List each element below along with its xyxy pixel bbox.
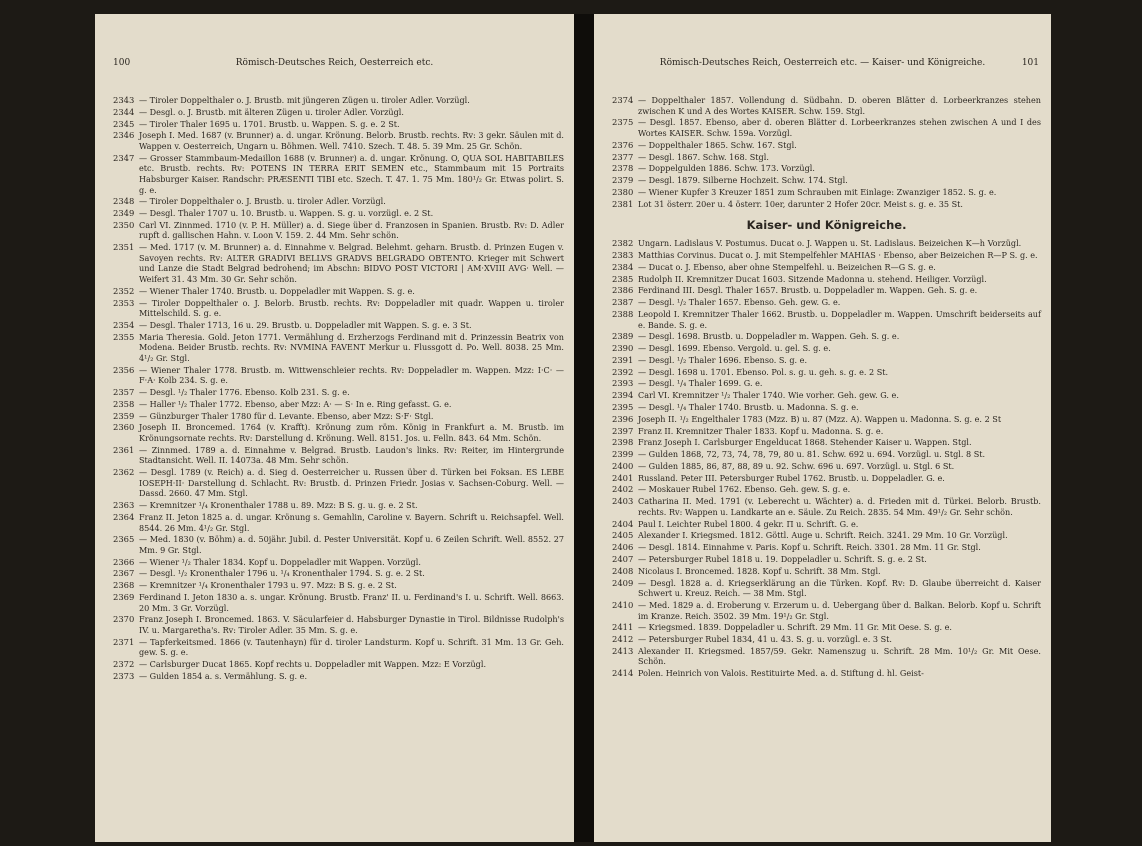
catalog-entry xyxy=(612,163,1041,174)
catalog-entry xyxy=(612,634,1041,645)
lot-number: 2405 xyxy=(612,530,634,541)
lot-number: 2353 xyxy=(113,297,135,308)
lot-description: — Desgl. 1789 (v. Reich) a. d. Sieg d. Oesterreicher u. Russen über d. Türken bei Foksan. ES LEBE IOSEPH·II· Darstellung d. Schlacht. Rv: Brustb. d. Prinzen Friedr. Josias v. Sachsen-Coburg. Well. — Dassd. 2660. 47 Mm. Stgl. xyxy=(139,467,564,499)
lot-description: Franz Joseph I. Broncemed. 1863. V. Säcularfeier d. Habsburger Dynastie in Tirol. Bildnisse Rudolph's IV. u. Margaretha's. Rv: Tiroler Adler. 35 Mm. S. g. e. xyxy=(139,614,564,635)
lot-number: 2392 xyxy=(612,366,634,377)
lot-number: 2343 xyxy=(113,95,135,105)
lot-description: — Desgl. 1857. Ebenso, aber d. oberen Blätter d. Lorbeerkranzes stehen zwischen A und I des Wortes KAISER. Schw. 159a. Vorzügl. xyxy=(638,117,1041,138)
lot-number: 2362 xyxy=(113,467,135,478)
lot-description: Franz Joseph I. Carlsburger Engelducat 1868. Stehender Kaiser u. Wappen. Stgl. xyxy=(638,437,972,448)
lot-number: 2401 xyxy=(612,472,634,483)
lot-number: 2381 xyxy=(612,198,634,209)
catalog-entry xyxy=(113,637,564,658)
lot-description: Leopold I. Kremnitzer Thaler 1662. Brustb. u. Doppeladler m. Wappen. Umschrift beiderseits auf e. Bande. S. g. e. xyxy=(638,308,1041,330)
lot-number: 2354 xyxy=(113,319,135,330)
catalog-entry xyxy=(612,187,1041,198)
lot-description: — Desgl. 1814. Einnahme v. Paris. Kopf u. Schrift. Reich. 3301. 28 Mm. 11 Gr. Stgl. xyxy=(638,542,981,553)
lot-description: — Desgl. 1698 u. 1701. Ebenso. Pol. s. g. u. geh. s. g. e. 2 St. xyxy=(638,366,889,377)
catalog-entry xyxy=(612,285,1041,296)
lot-description: — Desgl. 1698. Brustb. u. Doppeladler m. Wappen. Geh. S. g. e. xyxy=(638,331,900,342)
lot-number: 2399 xyxy=(612,449,634,460)
lot-number: 2398 xyxy=(612,437,634,448)
catalog-entry xyxy=(113,387,564,398)
lot-description: — Tapferkeitsmed. 1866 (v. Tautenhayn) für d. tiroler Landsturm. Kopf u. Schrift. 31 Mm. 13 Gr. Geh. gew. S. g. e. xyxy=(139,636,564,658)
catalog-entry xyxy=(113,242,564,284)
lot-number: 2364 xyxy=(113,511,135,522)
catalog-entry xyxy=(612,238,1041,249)
left-page xyxy=(95,14,574,842)
lot-description: Franz II. Jeton 1825 a. d. ungar. Krönung s. Gemahlin, Caroline v. Bayern. Schrift u. Reichsapfel. Well. 8544. 26 Mm. 4¹/₂ Gr. Stgl. xyxy=(139,511,564,533)
lot-number: 2385 xyxy=(612,273,634,284)
catalog-entry xyxy=(612,117,1041,138)
lot-description: Joseph I. Med. 1687 (v. Brunner) a. d. ungar. Krönung. Belorb. Brustb. rechts. Rv: 3 gekr. Säulen mit d. Wappen v. Oesterreich, Ungarn u. Böhmen. Well. 7410. Szech. T. 48. 5. 39 Mm. 25 Gr. Schön. xyxy=(139,130,564,151)
lot-description: Polen. Heinrich von Valois. Restituirte Med. a. d. Stiftung d. hl. Geist- xyxy=(638,668,924,679)
lot-description: — Doppelthaler 1865. Schw. 167. Stgl. xyxy=(638,139,797,150)
lot-description: — Desgl. 1699. Ebenso. Vergold. u. gel. S. g. e. xyxy=(638,343,831,354)
lot-description: — Desgl. 1879. Silberne Hochzeit. Schw. 174. Stgl. xyxy=(638,175,848,186)
lot-number: 2376 xyxy=(612,139,634,150)
lot-number: 2359 xyxy=(113,410,135,421)
lot-number: 2384 xyxy=(612,261,634,272)
lot-number: 2361 xyxy=(113,444,135,455)
lot-number: 2371 xyxy=(113,636,135,647)
catalog-entry xyxy=(612,426,1041,437)
catalog-entry xyxy=(612,473,1041,484)
book-gutter xyxy=(574,14,594,842)
catalog-entry xyxy=(612,484,1041,495)
lot-number: 2412 xyxy=(612,634,634,645)
catalog-entry xyxy=(113,365,564,386)
lot-description: Alexander I. Kriegsmed. 1812. Göttl. Auge u. Schrift. Reich. 3241. 29 Mm. 10 Gr. Vorzügl. xyxy=(638,530,1008,541)
right-entry-list xyxy=(612,95,1041,680)
lot-description: Franz II. Kremnitzer Thaler 1833. Kopf u. Madonna. S. g. e. xyxy=(638,425,884,436)
lot-description: — Desgl. ¹/₂ Thaler 1696. Ebenso. S. g. e. xyxy=(638,354,808,365)
lot-number: 2374 xyxy=(612,95,634,105)
lot-description: — Desgl. ¹/₂ Thaler 1776. Ebenso. Kolb 231. S. g. e. xyxy=(139,387,350,398)
lot-number: 2383 xyxy=(612,250,634,261)
lot-number: 2395 xyxy=(612,402,634,412)
lot-number: 2409 xyxy=(612,577,634,588)
lot-number: 2406 xyxy=(612,542,634,553)
lot-number: 2387 xyxy=(612,297,634,308)
lot-description: — Doppelgulden 1886. Schw. 173. Vorzügl. xyxy=(638,163,815,174)
entries-after-section xyxy=(612,238,1041,679)
catalog-entry xyxy=(612,95,1041,116)
lot-description: Joseph II. Broncemed. 1764 (v. Krafft). Krönung zum röm. König in Frankfurt a. M. Brustb. im Krönungsornate rechts. Rv: Darstellung d. Krönung. Well. 8151. Jos. u. Felln. 843. 64 Mm. Schön. xyxy=(139,422,564,443)
lot-number: 2346 xyxy=(113,130,135,141)
catalog-entry xyxy=(612,554,1041,565)
lot-description: — Med. 1830 (v. Böhm) a. d. 50jähr. Jubil. d. Pester Universität. Kopf u. 6 Zeilen Schrift. Well. 8552. 27 Mm. 9 Gr. Stgl. xyxy=(139,534,564,555)
lot-description: — Kremnitzer ¹/₄ Kronenthaler 1788 u. 89. Mzz: B S. g. u. g. e. 2 St. xyxy=(139,500,418,511)
lot-description: — Ducat o. J. Ebenso, aber ohne Stempelfehl. u. Beizeichen R—G S. g. e. xyxy=(638,261,936,272)
catalog-entry xyxy=(113,659,564,670)
running-title: Römisch-Deutsches Reich, Oesterreich etc. xyxy=(235,58,434,68)
lot-description: — Kremnitzer ¹/₄ Kronenthaler 1793 u. 97. Mzz: B S. g. e. 2 St. xyxy=(139,580,397,591)
lot-number: 2348 xyxy=(113,196,135,207)
catalog-entry xyxy=(113,119,564,130)
lot-description: — Moskauer Rubel 1762. Ebenso. Geh. gew. S. g. e. xyxy=(638,484,851,495)
catalog-entry xyxy=(612,355,1041,366)
catalog-entry xyxy=(113,286,564,297)
catalog-entry xyxy=(113,614,564,635)
catalog-entry xyxy=(612,414,1041,425)
catalog-entry xyxy=(612,274,1041,285)
catalog-entry xyxy=(113,107,564,118)
lot-description: — Tiroler Doppelthaler o. J. Brustb. u. tiroler Adler. Vorzügl. xyxy=(139,196,386,207)
catalog-entry xyxy=(612,402,1041,413)
catalog-entry xyxy=(113,671,564,682)
catalog-entry xyxy=(113,512,564,533)
lot-description: — Haller ¹/₂ Thaler 1772. Ebenso, aber Mzz: A· — S· In e. Ring gefasst. G. e. xyxy=(139,398,452,409)
catalog-entry xyxy=(612,343,1041,354)
lot-description: Catharina II. Med. 1791 (v. Leberecht u. Wächter) a. d. Frieden mit d. Türkei. Belorb. Brustb. rechts. Rv: Wappen u. Landkarte an e. Säule. Zu Reich. 2835. 54 Mm. 49¹/₂ Gr. Sehr schön. xyxy=(638,496,1041,517)
lot-number: 2350 xyxy=(113,219,135,230)
lot-number: 2356 xyxy=(113,364,135,375)
catalog-entry xyxy=(612,668,1041,679)
lot-number: 2367 xyxy=(113,568,135,579)
lot-description: — Desgl. ¹/₄ Thaler 1699. G. e. xyxy=(638,378,763,389)
catalog-entry xyxy=(612,622,1041,633)
lot-number: 2414 xyxy=(612,668,634,679)
catalog-entry xyxy=(113,592,564,613)
catalog-entry xyxy=(113,220,564,241)
lot-number: 2382 xyxy=(612,238,634,249)
catalog-entry xyxy=(612,578,1041,599)
lot-number: 2355 xyxy=(113,331,135,342)
catalog-entry xyxy=(113,445,564,466)
lot-number: 2368 xyxy=(113,580,135,591)
lot-number: 2377 xyxy=(612,151,634,162)
lot-description: Nicolaus I. Broncemed. 1828. Kopf u. Schrift. 38 Mm. Stgl. xyxy=(638,565,881,576)
lot-number: 2386 xyxy=(612,285,634,296)
lot-description: Matthias Corvinus. Ducat o. J. mit Stempelfehler MAHIAS · Ebenso, aber Beizeichen R—P S. g. e. xyxy=(638,250,1038,261)
catalog-entry xyxy=(612,496,1041,517)
lot-number: 2408 xyxy=(612,565,634,576)
lot-number: 2397 xyxy=(612,425,634,436)
lot-description: Carl VI. Zinnmed. 1710 (v. P. H. Müller) a. d. Siege über d. Franzosen in Spanien. Brustb. Rv: D. Adler rupft d. gallischen Hahn. v. Loon V. 159. 2. 44 Mm. Sehr schön. xyxy=(139,219,564,241)
page-number: 101 xyxy=(1021,58,1039,68)
lot-number: 2358 xyxy=(113,398,135,409)
catalog-entry xyxy=(612,437,1041,448)
lot-description: — Wiener ¹/₂ Thaler 1834. Kopf u. Doppeladler mit Wappen. Vorzügl. xyxy=(139,556,421,567)
running-title: Römisch-Deutsches Reich, Oesterreich etc. — Kaiser- und Königreiche. xyxy=(659,58,986,68)
lot-description: — Desgl. 1867. Schw. 168. Stgl. xyxy=(638,151,769,162)
lot-number: 2402 xyxy=(612,484,634,495)
catalog-entry xyxy=(612,390,1041,401)
lot-description: — Petersburger Rubel 1818 u. 19. Doppeladler u. Schrift. S. g. e. 2 St. xyxy=(638,553,927,564)
lot-description: — Wiener Thaler 1778. Brustb. m. Wittwenschleier rechts. Rv: Doppeladler m. Wappen. Mzz: I·C· — F·A· Kolb 234. S. g. e. xyxy=(139,364,564,386)
lot-number: 2413 xyxy=(612,645,634,656)
catalog-entry xyxy=(612,297,1041,308)
lot-number: 2400 xyxy=(612,460,634,471)
catalog-entry xyxy=(612,542,1041,553)
catalog-entry xyxy=(113,568,564,579)
catalog-entry xyxy=(612,367,1041,378)
lot-description: — Tiroler Thaler 1695 u. 1701. Brustb. u. Wappen. S. g. e. 2 St. xyxy=(139,118,400,129)
lot-description: Rudolph II. Kremnitzer Ducat 1603. Sitzende Madonna u. stehend. Heiliger. Vorzügl. xyxy=(638,273,987,284)
lot-number: 2410 xyxy=(612,599,634,610)
lot-description: — Med. 1717 (v. M. Brunner) a. d. Einnahme v. Belgrad. Belehmt. geharn. Brustb. d. Prinzen Eugen v. Savoyen rechts. Rv: ALTER GRADIVI BELLVS GRADVS BELGRADO OBTENTO. Krieger mit Schwert und Lanze die Stadt Belgrad bedrohend; im Abschn: BIDVO POST VICTORI | AM·XVIII AVG· Well. — Weifert 31. 43 Mm. 30 Gr. Sehr schön. xyxy=(139,242,564,284)
lot-description: — Desgl. o. J. Brustb. mit älteren Zügen u. tiroler Adler. Vorzügl. xyxy=(139,106,404,117)
lot-description: Lot 31 österr. 20er u. 4 österr. 10er, darunter 2 Hofer 20cr. Meist s. g. e. 35 St. xyxy=(638,198,963,209)
lot-number: 2365 xyxy=(113,534,135,545)
lot-description: — Desgl. Thaler 1707 u. 10. Brustb. u. Wappen. S. g. u. vorzügl. e. 2 St. xyxy=(139,208,434,219)
lot-description: — Med. 1829 a. d. Eroberung v. Erzerum u. d. Uebergang über d. Balkan. Belorb. Kopf u. Schrift im Kranze. Reich. 3502. 39 Mm. 19¹/₂ Gr. Stgl. xyxy=(638,599,1041,621)
lot-number: 2345 xyxy=(113,118,135,129)
lot-description: — Gulden 1868, 72, 73, 74, 78, 79, 80 u. 81. Schw. 692 u. 694. Vorzügl. u. Stgl. 8 St. xyxy=(638,449,986,460)
lot-description: Ferdinand III. Desgl. Thaler 1657. Brustb. u. Doppeladler m. Wappen. Geh. S. g. e. xyxy=(638,285,978,296)
lot-description: — Desgl. 1828 a. d. Kriegserklärung an die Türken. Kopf. Rv: D. Glaube überreicht d. Kaiser Schwert u. Kreuz. Reich. — 38 Mm. Stgl. xyxy=(638,577,1041,599)
catalog-entry xyxy=(113,320,564,331)
lot-description: Ungarn. Ladislaus V. Postumus. Ducat o. J. Wappen u. St. Ladislaus. Beizeichen K—h Vorzügl. xyxy=(638,238,1022,249)
lot-number: 2357 xyxy=(113,387,135,398)
catalog-entry xyxy=(612,530,1041,541)
lot-number: 2375 xyxy=(612,117,634,128)
lot-number: 2393 xyxy=(612,378,634,389)
catalog-entry xyxy=(612,378,1041,389)
catalog-entry xyxy=(113,580,564,591)
lot-description: — Gulden 1854 a. s. Vermählung. S. g. e. xyxy=(139,670,308,681)
catalog-entry xyxy=(612,646,1041,667)
catalog-entry xyxy=(113,422,564,443)
lot-number: 2369 xyxy=(113,592,135,602)
lot-number: 2403 xyxy=(612,496,634,507)
lot-description: Ferdinand I. Jeton 1830 a. s. ungar. Krönung. Brustb. Franz' II. u. Ferdinand's I. u. Schrift. Well. 8663. 20 Mm. 3 Gr. Vorzügl. xyxy=(139,592,564,613)
catalog-entry xyxy=(113,534,564,555)
page-number: 100 xyxy=(113,58,131,68)
lot-number: 2370 xyxy=(113,614,135,625)
lot-description: — Petersburger Rubel 1834, 41 u. 43. S. g. u. vorzügl. e. 3 St. xyxy=(638,634,892,645)
catalog-entry xyxy=(113,130,564,151)
catalog-entry xyxy=(612,449,1041,460)
lot-description: — Günzburger Thaler 1780 für d. Levante. Ebenso, aber Mzz: S·F· Stgl. xyxy=(139,410,434,421)
lot-number: 2396 xyxy=(612,413,634,424)
lot-description: — Desgl. Thaler 1713, 16 u. 29. Brustb. u. Doppeladler mit Wappen. S. g. e. 3 St. xyxy=(139,319,472,330)
catalog-entry xyxy=(612,140,1041,151)
lot-description: Maria Theresia. Gold. Jeton 1771. Vermählung d. Erzherzogs Ferdinand mit d. Prinzessin Beatrix von Modena. Beider Brustb. rechts. Rv: NVMINA FAVENT Merkur u. Flussgott d. Po. Well. 8038. 25 Mm. 4¹/₂ Gr. Stgl. xyxy=(139,331,564,363)
lot-number: 2352 xyxy=(113,285,135,296)
catalog-entry xyxy=(113,298,564,319)
catalog-entry xyxy=(113,411,564,422)
lot-number: 2373 xyxy=(113,670,135,681)
lot-description: — Wiener Thaler 1740. Brustb. u. Doppeladler mit Wappen. S. g. e. xyxy=(139,285,415,296)
right-page xyxy=(594,14,1051,842)
lot-description: — Desgl. ¹/₂ Kronenthaler 1796 u. ¹/₄ Kronenthaler 1794. S. g. e. 2 St. xyxy=(139,568,425,579)
catalog-entry xyxy=(612,152,1041,163)
left-entry-list xyxy=(113,95,564,683)
lot-number: 2391 xyxy=(612,354,634,365)
lot-description: — Doppelthaler 1857. Vollendung d. Südbahn. D. oberen Blätter d. Lorbeerkranzes stehen zwischen K und A des Wortes KAISER. Schw. 159. Stgl. xyxy=(638,95,1041,116)
catalog-entry xyxy=(612,309,1041,330)
lot-description: — Kriegsmed. 1839. Doppeladler u. Schrift. 29 Mm. 11 Gr. Mit Oese. S. g. e. xyxy=(638,622,953,633)
catalog-entry xyxy=(612,250,1041,261)
entries-before-section xyxy=(612,95,1041,209)
lot-description: Paul I. Leichter Rubel 1800. 4 gekr. П u. Schrift. G. e. xyxy=(638,518,859,529)
lot-number: 2390 xyxy=(612,343,634,354)
catalog-entry xyxy=(612,519,1041,530)
lot-number: 2344 xyxy=(113,106,135,117)
lot-number: 2372 xyxy=(113,659,135,670)
catalog-entry xyxy=(113,500,564,511)
lot-number: 2347 xyxy=(113,152,135,163)
catalog-entry xyxy=(113,467,564,499)
lot-number: 2360 xyxy=(113,422,135,433)
lot-description: — Desgl. ¹/₂ Thaler 1657. Ebenso. Geh. gew. G. e. xyxy=(638,297,841,308)
lot-number: 2380 xyxy=(612,186,634,197)
catalog-entry xyxy=(113,196,564,207)
catalog-entry xyxy=(113,208,564,219)
catalog-entry xyxy=(612,461,1041,472)
catalog-entry xyxy=(612,199,1041,210)
catalog-entry xyxy=(612,600,1041,621)
catalog-entry xyxy=(612,566,1041,577)
lot-description: Russland. Peter III. Petersburger Rubel 1762. Brustb. u. Doppeladler. G. e. xyxy=(638,472,945,483)
lot-description: — Gulden 1885, 86, 87, 88, 89 u. 92. Schw. 696 u. 697. Vorzügl. u. Stgl. 6 St. xyxy=(638,460,955,471)
lot-number: 2407 xyxy=(612,553,634,564)
lot-description: Carl VI. Kremnitzer ¹/₂ Thaler 1740. Wie vorher. Geh. gew. G. e. xyxy=(638,390,899,401)
catalog-entry xyxy=(612,331,1041,342)
lot-number: 2349 xyxy=(113,208,135,219)
lot-number: 2366 xyxy=(113,556,135,567)
lot-number: 2379 xyxy=(612,175,634,186)
lot-description: — Zinnmed. 1789 a. d. Einnahme v. Belgrad. Brustb. Laudon's links. Rv: Reiter, im Hintergrunde Stadtansicht. Well. II. 14073a. 48 Mm. Sehr schön. xyxy=(139,444,564,466)
lot-number: 2389 xyxy=(612,331,634,342)
catalog-entry xyxy=(113,332,564,364)
lot-number: 2411 xyxy=(612,622,634,633)
lot-number: 2363 xyxy=(113,500,135,511)
lot-description: Joseph II. ¹/₂ Engelthaler 1783 (Mzz. B) u. 87 (Mzz. A). Wappen u. Madonna. S. g. e. 2 St xyxy=(638,413,1002,424)
lot-description: — Tiroler Doppelthaler o. J. Brustb. mit jüngeren Zügen u. tiroler Adler. Vorzügl. xyxy=(139,95,470,105)
catalog-entry xyxy=(612,262,1041,273)
catalog-entry xyxy=(612,175,1041,186)
catalog-entry xyxy=(113,399,564,410)
lot-number: 2351 xyxy=(113,242,135,253)
lot-description: — Tiroler Doppelthaler o. J. Belorb. Brustb. rechts. Rv: Doppeladler mit quadr. Wappen u. tiroler Mittelschild. S. g. e. xyxy=(139,297,564,319)
lot-number: 2388 xyxy=(612,308,634,319)
lot-number: 2394 xyxy=(612,390,634,401)
catalog-entry xyxy=(113,153,564,195)
lot-number: 2378 xyxy=(612,163,634,174)
lot-number: 2404 xyxy=(612,518,634,529)
catalog-entry xyxy=(113,557,564,568)
lot-description: — Wiener Kupfer 3 Kreuzer 1851 zum Schrauben mit Einlage: Zwanziger 1852. S. g. e. xyxy=(638,186,997,197)
lot-description: Alexander II. Kriegsmed. 1857/59. Gekr. Namenszug u. Schrift. 28 Mm. 10¹/₂ Gr. Mit Oese. Schön. xyxy=(638,645,1041,667)
lot-description: — Desgl. ¹/₄ Thaler 1740. Brustb. u. Madonna. S. g. e. xyxy=(638,402,859,412)
section-heading: Kaiser- und Königreiche. xyxy=(746,218,907,233)
lot-description: — Carlsburger Ducat 1865. Kopf rechts u. Doppeladler mit Wappen. Mzz: E Vorzügl. xyxy=(139,659,487,670)
lot-description: — Grosser Stammbaum-Medaillon 1688 (v. Brunner) a. d. ungar. Krönung. O, QUA SOL HABITABILES etc. Brustb. rechts. Rv: POTENS IN TERRA ERIT SEMEN etc., Stammbaum mit 15 Portraits Habsburger Kaiser. Randschr: PRÆSENTI TIBI etc. Szech. T. 47. 1. 75 Mm. 180¹/₂ Gr. Etwas polirt. S. g. e. xyxy=(139,152,564,195)
catalog-entry xyxy=(113,95,564,106)
